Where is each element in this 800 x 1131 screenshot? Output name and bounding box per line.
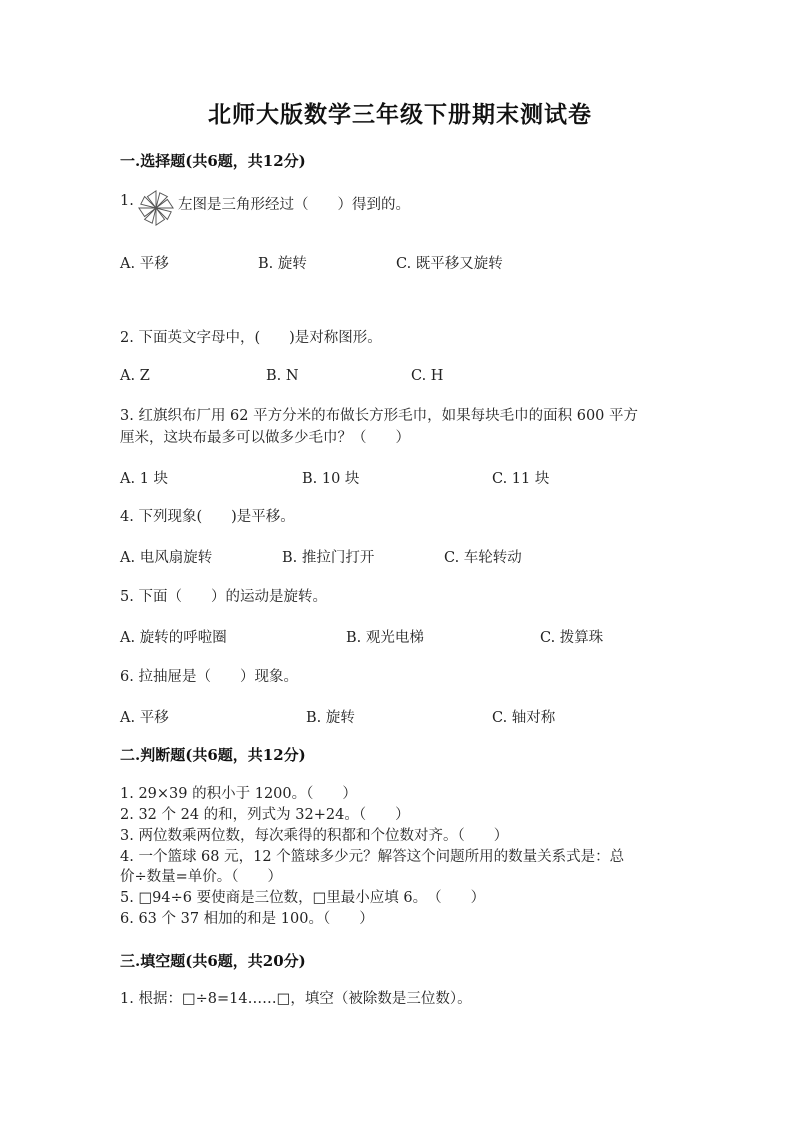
question-text: 5. 下面（ ）的运动是旋转。 [120, 589, 327, 605]
question-text-line-2: 厘米，这块布最多可以做多少毛巾？（ ） [120, 430, 410, 446]
option-b: B. 10 块 [302, 471, 360, 487]
option-c: C. 既平移又旋转 [396, 256, 503, 272]
option-a: A. 旋转的呼啦圈 [120, 630, 227, 646]
judge-item-line-1: 4. 一个篮球 68 元，12 个篮球多少元？解答这个问题所用的数量关系式是：总 [120, 849, 625, 865]
question-text: 6. 拉抽屉是（ ）现象。 [120, 669, 298, 685]
option-c: C. 拨算珠 [540, 630, 604, 646]
judge-item: 2. 32 个 24 的和，列式为 32+24。（ ） [120, 807, 410, 823]
option-b: B. 旋转 [306, 710, 355, 726]
option-a: A. Z [120, 368, 150, 384]
option-a: A. 平移 [120, 256, 169, 272]
option-c: C. 轴对称 [492, 710, 556, 726]
question-text: 4. 下列现象( )是平移。 [120, 509, 295, 525]
option-a: A. 电风扇旋转 [120, 550, 213, 566]
question-text-line-1: 3. 红旗织布厂用 62 平方分米的布做长方形毛巾，如果每块毛巾的面积 600 平方 [120, 408, 639, 424]
fill-question-text: 1. 根据：□÷8=14……□，填空（被除数是三位数）。 [120, 991, 472, 1007]
section-heading-fill: 三.填空题(共6题，共20分) [120, 952, 306, 970]
page-title: 北师大版数学三年级下册期末测试卷 [208, 101, 592, 128]
option-b: B. N [266, 368, 299, 384]
judge-item: 1. 29×39 的积小于 1200。（ ） [120, 786, 357, 802]
judge-item: 6. 63 个 37 相加的和是 100。（ ） [120, 911, 374, 927]
section-heading-judge: 二.判断题(共6题，共12分) [120, 746, 306, 764]
option-c: C. 11 块 [492, 471, 550, 487]
option-a: A. 1 块 [120, 471, 169, 487]
option-b: B. 推拉门打开 [282, 550, 375, 566]
judge-item: 3. 两位数乘两位数，每次乘得的积都和个位数对齐。（ ） [120, 828, 509, 844]
judge-item-line-2: 价÷数量=单价。（ ） [120, 869, 283, 885]
option-c: C. 车轮转动 [444, 550, 522, 566]
pinwheel-triangles-figure-icon [137, 189, 175, 227]
option-b: B. 旋转 [258, 256, 307, 272]
section-heading-choice: 一.选择题(共6题，共12分) [120, 152, 306, 170]
question-text: 左图是三角形经过（ ）得到的。 [178, 197, 410, 213]
judge-item: 5. □94÷6 要使商是三位数，□里最小应填 6。 （ ） [120, 890, 486, 906]
question-number: 1. [120, 193, 134, 209]
question-text: 2. 下面英文字母中，( )是对称图形。 [120, 330, 382, 346]
option-b: B. 观光电梯 [346, 630, 424, 646]
option-c: C. H [411, 368, 444, 384]
option-a: A. 平移 [120, 710, 169, 726]
